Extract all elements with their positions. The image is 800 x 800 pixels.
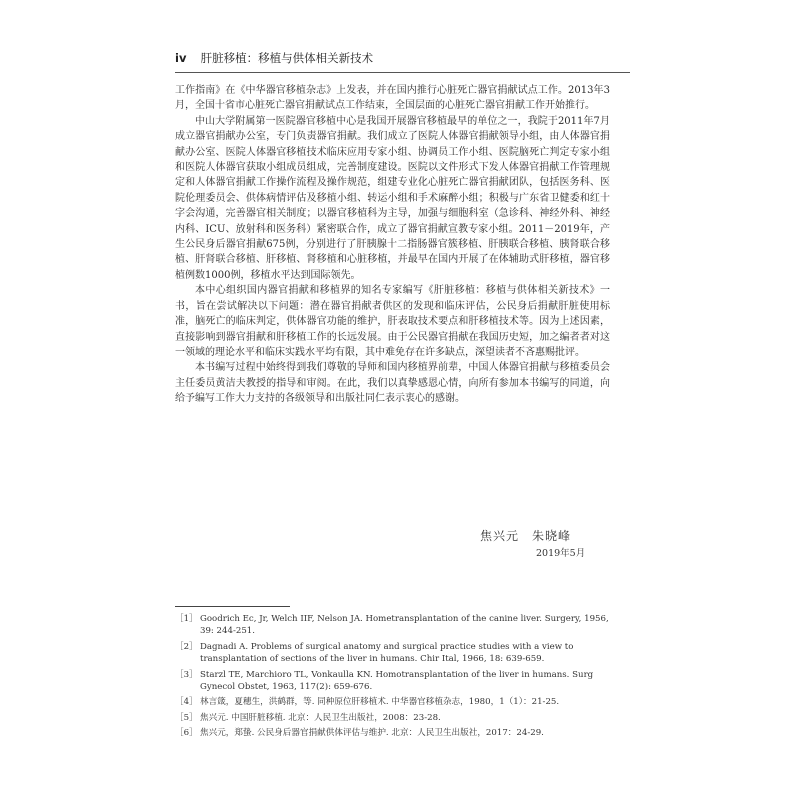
reference-number: ［1］ [175,614,198,624]
reference-item [175,641,615,666]
signature-date: 2019年5月 [536,548,586,559]
running-title: 肝脏移植：移植与供体相关新技术 [200,51,374,65]
reference-text: 林言箴，夏穗生，洪鹤群，等. 同种原位肝移植术. 中华器官移植杂志，1980，1（1）：21-25. [200,697,560,708]
preface-body [175,83,610,407]
reference-text: Goodrich Ec, Jr, Welch IIF, Nelson JA. Hometransplantation of the canine liver. Surgery, 1956, 39: 244-251. [200,614,609,637]
paragraph: 本中心组织国内器官捐献和移植界的知名专家编写《肝脏移植：移植与供体相关新技术》一书，旨在尝试解决以下问题：潜在器官捐献者供区的发现和临床评估，公民身后捐献肝脏使用标准，脑死亡的临床判定，供体器官功能的维护，肝表取技术要点和肝移植技术等。因为上述因素，直接影响到器官捐献和肝移植工作的长远发展。由于公民器官捐献在我国历史短，加之编者者对这一领域的理论水平和临床实践水平均有限，其中难免存在许多缺点，深望读者不吝惠赐批评。 [175,285,610,358]
reference-number: ［6］ [175,728,198,739]
author-signature: 焦兴元 朱晓峰 [480,529,572,543]
reference-number: ［4］ [175,697,198,708]
page-number: iv [175,51,187,65]
footnote-rule [175,606,290,607]
paragraph: 中山大学附属第一医院器官移植中心是我国开展器官移植最早的单位之一，我院于2011年7月成立器官捐献办公室，专门负责器官捐献。我们成立了医院人体器官捐献领导小组，由人体器官捐献办公室、医院人体器官移植技术临床应用专家小组、协调员工作小组、医院脑死亡判定专家小组和医院人体器官获取小组成员组成，完善制度建设。医院以文件形式下发人体器官捐献工作管理规定和人体器官捐献工作操作流程及操作规范，组建专业化心脏死亡器官捐献团队，包括医务科、医院伦理委员会、供体病情评估及移植小组、转运小组和手术麻醉小组；积极与广东省卫健委和红十字会沟通，完善器官相关制度；以器官移植科为主导，加强与细胞科室（急诊科、神经外科、神经内科、ICU、放射科和医务科）紧密联合作，成立了器官捐献宣教专家小组。2011－2019年，产生公民身后器官捐献675例，分别进行了肝胰腺十二指肠器官簇移植、肝胰联合移植、胰肾联合移植、肝肾联合移植、肝移植、肾移植和心脏移植，并最早在国内开展了在体辅助式肝移植，器官移植例数1000例，移植水平达到国际领先。 [175,115,610,281]
reference-number: ［3］ [175,669,198,680]
reference-number: ［5］ [175,712,198,723]
reference-item [175,696,615,708]
reference-item [175,613,615,638]
reference-number: ［2］ [175,641,198,652]
paragraph: 本书编写过程中始终得到我们尊敬的导师和国内移植界前辈，中国人体器官捐献与移植委员会主任委员黄洁夫教授的指导和审阅。在此，我们以真挚感恩心情，向所有参加本书编写的同道，向给予编写工作大力支持的各级领导和出版社同仁表示衷心的感谢。 [175,362,610,405]
header-rule [175,72,630,73]
reference-text: 焦兴元，郑蛰. 公民身后器官捐献供体评估与维护. 北京：人民卫生出版社，2017：24-29. [200,728,544,739]
reference-text: Starzl TE, Marchioro TL, Vonkaulla KN. Homotransplantation of the liver in humans. Surg Gynecol Obstet, 1963, 117(2): 659-676. [200,669,594,693]
reference-text: Dagnadi A. Problems of surgical anatomy and surgical practice studies with a view to transplantation of sections of the liver in humans. Chir Ital, 1966, 18: 639-659. [200,641,574,665]
running-header [175,50,630,70]
paragraph: 工作指南》在《中华器官移植杂志》上发表，并在国内推行心脏死亡器官捐献试点工作。2013年3月，全国十省市心脏死亡器官捐献试点工作结束，全国层面的心脏死亡器官捐献工作开始推行。 [175,85,610,112]
reference-text: 焦兴元. 中国肝脏移植. 北京：人民卫生出版社，2008：23-28. [200,712,441,723]
reference-list [175,613,615,743]
reference-item [175,712,615,724]
reference-item [175,727,615,739]
reference-item [175,669,615,694]
